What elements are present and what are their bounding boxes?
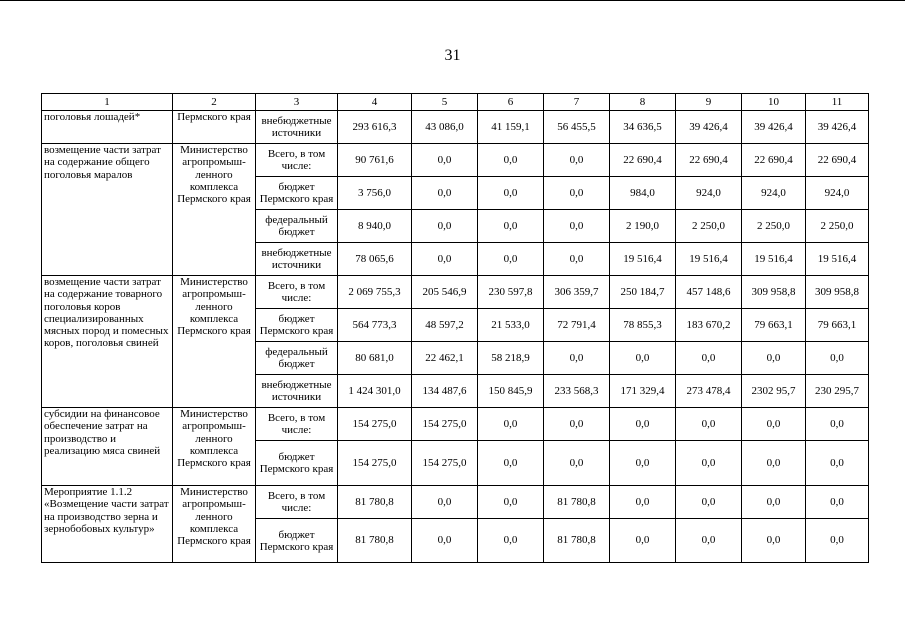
value-cell: 2 069 755,3: [338, 276, 412, 309]
value-cell: 0,0: [478, 408, 544, 441]
value-cell: 564 773,3: [338, 309, 412, 342]
value-cell: 230 295,7: [806, 375, 869, 408]
value-cell: 72 791,4: [544, 309, 610, 342]
funding-source-cell: бюджет Пермского края: [256, 519, 338, 563]
funding-source-cell: внебюджетные источники: [256, 111, 338, 144]
value-cell: 205 546,9: [412, 276, 478, 309]
funding-source-cell: бюджет Пермского края: [256, 441, 338, 486]
value-cell: 81 780,8: [338, 486, 412, 519]
funding-source-cell: федеральный бюджет: [256, 210, 338, 243]
header-cell: 5: [412, 94, 478, 111]
budget-table: [41, 93, 869, 563]
value-cell: 2 190,0: [610, 210, 676, 243]
funding-source-cell: Всего, в том числе:: [256, 408, 338, 441]
value-cell: 19 516,4: [742, 243, 806, 276]
value-cell: 924,0: [806, 177, 869, 210]
value-cell: 154 275,0: [338, 441, 412, 486]
measure-name-cell: субсидии на финансовое обеспечение затрат на производство и реализацию мяса свиней: [42, 408, 173, 486]
funding-source-cell: внебюджетные источники: [256, 375, 338, 408]
table-row: [42, 144, 869, 177]
value-cell: 34 636,5: [610, 111, 676, 144]
value-cell: 134 487,6: [412, 375, 478, 408]
value-cell: 81 780,8: [338, 519, 412, 563]
value-cell: 924,0: [742, 177, 806, 210]
measure-name-cell: поголовья лошадей*: [42, 111, 173, 144]
value-cell: 22 690,4: [742, 144, 806, 177]
value-cell: 81 780,8: [544, 519, 610, 563]
responsible-cell: Министерство агропромыш- ленного комплекса Пермского края: [173, 408, 256, 486]
value-cell: 0,0: [478, 243, 544, 276]
table-row: [42, 408, 869, 441]
value-cell: 0,0: [412, 243, 478, 276]
value-cell: 0,0: [544, 144, 610, 177]
responsible-cell: Министерство агропромыш- ленного комплекса Пермского края: [173, 276, 256, 408]
value-cell: 0,0: [544, 342, 610, 375]
header-cell: 8: [610, 94, 676, 111]
value-cell: 0,0: [544, 408, 610, 441]
top-border-line: [0, 0, 905, 1]
value-cell: 293 616,3: [338, 111, 412, 144]
value-cell: 250 184,7: [610, 276, 676, 309]
value-cell: 80 681,0: [338, 342, 412, 375]
value-cell: 2 250,0: [806, 210, 869, 243]
value-cell: 22 690,4: [610, 144, 676, 177]
value-cell: 0,0: [544, 177, 610, 210]
value-cell: 56 455,5: [544, 111, 610, 144]
value-cell: 183 670,2: [676, 309, 742, 342]
value-cell: 0,0: [412, 210, 478, 243]
value-cell: 78 855,3: [610, 309, 676, 342]
value-cell: 306 359,7: [544, 276, 610, 309]
value-cell: 0,0: [806, 342, 869, 375]
value-cell: 48 597,2: [412, 309, 478, 342]
value-cell: 0,0: [544, 441, 610, 486]
value-cell: 2302 95,7: [742, 375, 806, 408]
value-cell: 39 426,4: [676, 111, 742, 144]
value-cell: 0,0: [610, 486, 676, 519]
value-cell: 154 275,0: [338, 408, 412, 441]
value-cell: 0,0: [806, 408, 869, 441]
value-cell: 22 462,1: [412, 342, 478, 375]
table-row: [42, 486, 869, 519]
header-cell: 1: [42, 94, 173, 111]
value-cell: 39 426,4: [806, 111, 869, 144]
table-body: [42, 94, 869, 563]
value-cell: 79 663,1: [742, 309, 806, 342]
value-cell: 22 690,4: [806, 144, 869, 177]
value-cell: 8 940,0: [338, 210, 412, 243]
funding-source-cell: Всего, в том числе:: [256, 144, 338, 177]
responsible-cell: Пермского края: [173, 111, 256, 144]
value-cell: 0,0: [742, 486, 806, 519]
funding-source-cell: федеральный бюджет: [256, 342, 338, 375]
value-cell: 39 426,4: [742, 111, 806, 144]
value-cell: 0,0: [742, 519, 806, 563]
header-cell: 10: [742, 94, 806, 111]
value-cell: 273 478,4: [676, 375, 742, 408]
value-cell: 457 148,6: [676, 276, 742, 309]
table-row: [42, 111, 869, 144]
header-cell: 6: [478, 94, 544, 111]
value-cell: 43 086,0: [412, 111, 478, 144]
page-number: 31: [444, 47, 461, 64]
value-cell: 2 250,0: [742, 210, 806, 243]
value-cell: 3 756,0: [338, 177, 412, 210]
value-cell: 79 663,1: [806, 309, 869, 342]
responsible-cell: Министерство агропромыш- ленного комплекса Пермского края: [173, 486, 256, 563]
value-cell: 309 958,8: [806, 276, 869, 309]
value-cell: 0,0: [412, 486, 478, 519]
header-cell: 7: [544, 94, 610, 111]
value-cell: 984,0: [610, 177, 676, 210]
value-cell: 171 329,4: [610, 375, 676, 408]
value-cell: 0,0: [806, 441, 869, 486]
value-cell: 0,0: [676, 486, 742, 519]
value-cell: 0,0: [478, 144, 544, 177]
value-cell: 19 516,4: [610, 243, 676, 276]
measure-name-cell: возмещение части затрат на содержание товарного поголовья коров специализированных мясных пород и помесных коров, поголовья свиней: [42, 276, 173, 408]
header-cell: 4: [338, 94, 412, 111]
value-cell: 924,0: [676, 177, 742, 210]
value-cell: 309 958,8: [742, 276, 806, 309]
funding-source-cell: Всего, в том числе:: [256, 276, 338, 309]
value-cell: 0,0: [676, 441, 742, 486]
value-cell: 0,0: [806, 486, 869, 519]
value-cell: 0,0: [478, 210, 544, 243]
table-row: [42, 276, 869, 309]
value-cell: 21 533,0: [478, 309, 544, 342]
value-cell: 58 218,9: [478, 342, 544, 375]
header-cell: 3: [256, 94, 338, 111]
value-cell: 0,0: [610, 519, 676, 563]
value-cell: 150 845,9: [478, 375, 544, 408]
funding-source-cell: бюджет Пермского края: [256, 309, 338, 342]
value-cell: 0,0: [412, 177, 478, 210]
value-cell: 154 275,0: [412, 441, 478, 486]
responsible-cell: Министерство агропромыш- ленного комплекса Пермского края: [173, 144, 256, 276]
value-cell: 22 690,4: [676, 144, 742, 177]
value-cell: 0,0: [478, 177, 544, 210]
value-cell: 0,0: [478, 519, 544, 563]
value-cell: 230 597,8: [478, 276, 544, 309]
value-cell: 0,0: [610, 342, 676, 375]
value-cell: 0,0: [806, 519, 869, 563]
funding-source-cell: Всего, в том числе:: [256, 486, 338, 519]
header-row: [42, 94, 869, 111]
value-cell: 0,0: [676, 342, 742, 375]
value-cell: 0,0: [676, 408, 742, 441]
value-cell: 0,0: [478, 486, 544, 519]
measure-name-cell: Мероприятие 1.1.2 «Возмещение части затрат на производство зерна и зернобобовых культур»: [42, 486, 173, 563]
value-cell: 0,0: [412, 144, 478, 177]
value-cell: 90 761,6: [338, 144, 412, 177]
value-cell: 0,0: [412, 519, 478, 563]
value-cell: 0,0: [610, 408, 676, 441]
funding-source-cell: бюджет Пермского края: [256, 177, 338, 210]
header-cell: 11: [806, 94, 869, 111]
funding-source-cell: внебюджетные источники: [256, 243, 338, 276]
value-cell: 2 250,0: [676, 210, 742, 243]
value-cell: 1 424 301,0: [338, 375, 412, 408]
value-cell: 233 568,3: [544, 375, 610, 408]
header-cell: 9: [676, 94, 742, 111]
measure-name-cell: возмещение части затрат на содержание общего поголовья маралов: [42, 144, 173, 276]
header-cell: 2: [173, 94, 256, 111]
value-cell: 19 516,4: [806, 243, 869, 276]
value-cell: 154 275,0: [412, 408, 478, 441]
value-cell: 19 516,4: [676, 243, 742, 276]
value-cell: 0,0: [478, 441, 544, 486]
value-cell: 0,0: [544, 210, 610, 243]
value-cell: 78 065,6: [338, 243, 412, 276]
value-cell: 0,0: [742, 342, 806, 375]
value-cell: 0,0: [676, 519, 742, 563]
value-cell: 0,0: [544, 243, 610, 276]
value-cell: 41 159,1: [478, 111, 544, 144]
value-cell: 0,0: [742, 408, 806, 441]
value-cell: 0,0: [742, 441, 806, 486]
value-cell: 0,0: [610, 441, 676, 486]
value-cell: 81 780,8: [544, 486, 610, 519]
